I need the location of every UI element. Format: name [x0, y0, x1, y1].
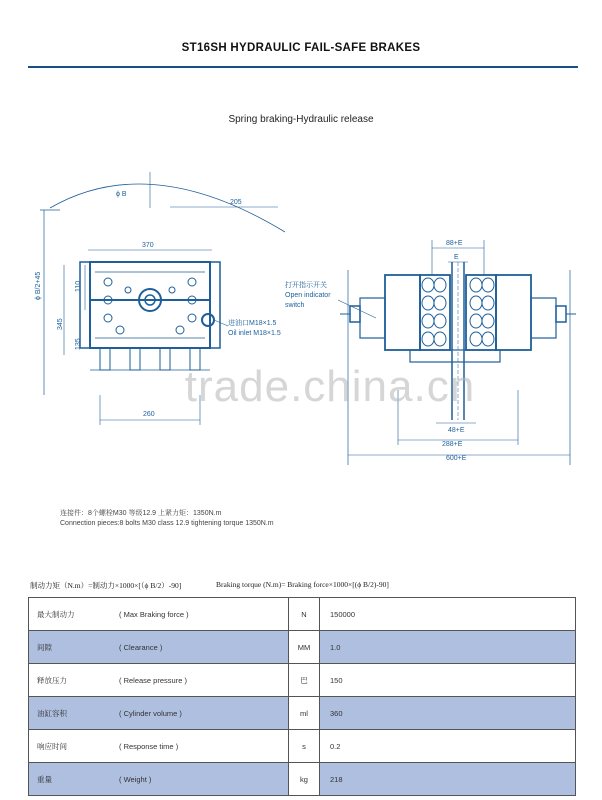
spec-row: [29, 763, 576, 796]
dim-e: E: [454, 254, 459, 261]
spec-unit: MM: [289, 631, 320, 664]
connection-note-cn: 连接件：8个螺栓M30 等级12.9 上紧力矩：1350N.m: [60, 510, 222, 517]
spec-row: [29, 697, 576, 730]
dim-135: 135: [75, 338, 82, 350]
formula-cn: 制动力矩（N.m）=制动力×1000×[（ϕ B/2）-90]: [30, 581, 182, 590]
spec-unit: N: [289, 598, 320, 631]
spec-value: 0.2: [320, 730, 576, 763]
spec-name-cn: 释放压力: [37, 675, 67, 685]
spec-name-cell: [29, 697, 289, 730]
dim-600e: 600+E: [446, 455, 467, 462]
spec-name-cell: [29, 598, 289, 631]
dim-phi-b: ϕ B: [116, 191, 127, 198]
spec-unit: s: [289, 730, 320, 763]
spec-name-cell: [29, 664, 289, 697]
spec-name-en: ( Release pressure ): [119, 675, 187, 685]
oil-inlet-label-cn: 进油口M18×1.5: [228, 320, 277, 327]
spec-unit: ml: [289, 697, 320, 730]
spec-unit: 巴: [289, 664, 320, 697]
spec-name-en: ( Weight ): [119, 774, 152, 784]
dim-88e: 88+E: [446, 240, 463, 247]
spec-name-cell: [29, 763, 289, 796]
spec-name-cn: 间隙: [37, 642, 52, 652]
spec-table: [28, 597, 576, 796]
spec-name-cell: [29, 730, 289, 763]
spec-name-en: ( Max Braking force ): [119, 609, 189, 619]
switch-label-en-1: Open indicator: [285, 292, 331, 299]
dim-288e-label: 288+E: [442, 441, 463, 448]
spec-unit: kg: [289, 763, 320, 796]
spec-name-cn: 最大制动力: [37, 609, 75, 619]
dim-370: 370: [142, 242, 154, 249]
spec-name-cn: 油缸容积: [37, 708, 67, 718]
spec-row: [29, 598, 576, 631]
spec-row: [29, 631, 576, 664]
dim-110: 110: [75, 280, 82, 292]
spec-value: 360: [320, 697, 576, 730]
spec-name-en: ( Response time ): [119, 741, 179, 751]
spec-value: 150000: [320, 598, 576, 631]
spec-name-en: ( Clearance ): [119, 642, 163, 652]
page-title: ST16SH HYDRAULIC FAIL-SAFE BRAKES: [181, 42, 421, 54]
dim-b2-45: ϕ B/2+45: [35, 271, 42, 300]
spec-name-en: ( Cylinder volume ): [119, 708, 182, 718]
spec-value: 1.0: [320, 631, 576, 664]
dim-205: 205: [230, 199, 242, 206]
spec-value: 150: [320, 664, 576, 697]
dim-48e: 48+E: [448, 427, 465, 434]
dim-345: 345: [57, 318, 64, 330]
spec-name-cn: 响应时间: [37, 741, 67, 751]
switch-label-en-2: switch: [285, 302, 305, 309]
connection-note-en: Connection pieces:8 bolts M30 class 12.9 tightening torque 1350N.m: [60, 520, 274, 527]
spec-row: [29, 664, 576, 697]
dim-260: 260: [143, 411, 155, 418]
drawing-subtitle: Spring braking-Hydraulic release: [228, 114, 374, 125]
formula-en: Braking torque (N.m)= Braking force×1000×[(ϕ B/2)-90]: [216, 580, 389, 589]
spec-value: 218: [320, 763, 576, 796]
spec-name-cn: 重量: [37, 774, 52, 784]
spec-row: [29, 730, 576, 763]
oil-inlet-label-en: Oil inlet M18×1.5: [228, 330, 281, 337]
spec-table-body: [29, 598, 576, 796]
watermark: trade.china.cn: [184, 362, 476, 411]
spec-name-cell: [29, 631, 289, 664]
switch-label-cn: 打开指示开关: [285, 282, 327, 289]
